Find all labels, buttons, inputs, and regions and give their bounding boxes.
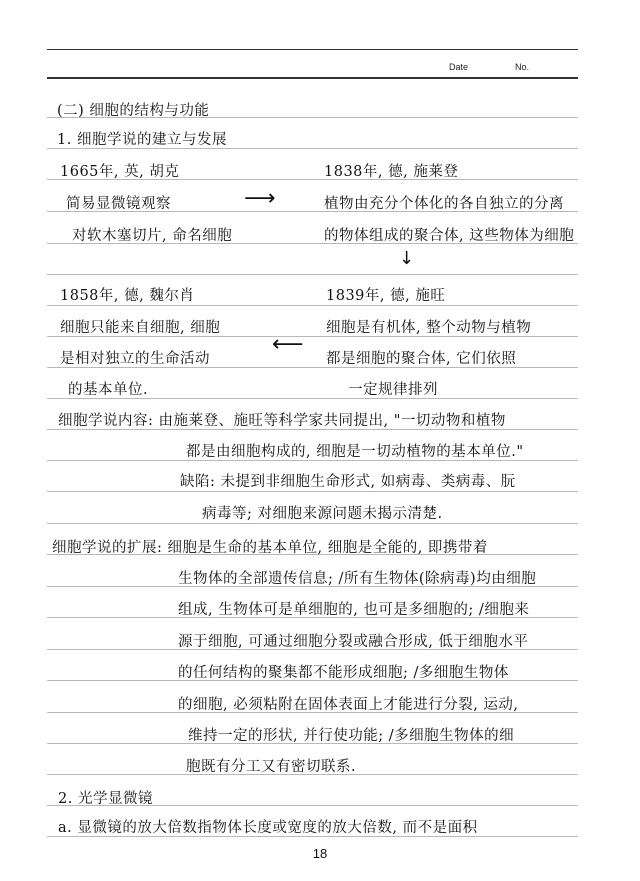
hooke-heading: 1665年, 英, 胡克 <box>60 164 180 180</box>
content-line-1: 细胞学说内容: 由施莱登、施旺等科学家共同提出, "一切动物和植物 <box>58 413 506 429</box>
page-number: 18 <box>312 846 328 861</box>
content-line-4: 病毒等; 对细胞来源问题未揭示清楚. <box>202 506 443 522</box>
left-arrow-icon: ⟵ <box>272 332 304 357</box>
extension-line-5: 的任何结构的聚集都不能形成细胞; /多细胞生物体 <box>178 665 509 681</box>
virchow-line-3: 的基本单位. <box>68 382 149 398</box>
virchow-line-1: 细胞只能来自细胞, 细胞 <box>60 320 221 336</box>
schwann-line-1: 细胞是有机体, 整个动物与植物 <box>326 320 532 336</box>
header-rule-bottom <box>47 77 578 79</box>
ruled-line <box>47 491 578 492</box>
no-label: No. <box>515 62 530 72</box>
right-arrow-icon: ⟶ <box>244 186 276 211</box>
ruled-line <box>47 305 578 306</box>
schwann-line-2: 都是细胞的聚合体, 它们依照 <box>326 351 517 367</box>
ruled-line <box>47 274 578 275</box>
extension-line-1: 细胞学说的扩展: 细胞是生命的基本单位, 细胞是全能的, 即携带着 <box>52 540 488 556</box>
extension-line-4: 源于细胞, 可通过细胞分裂或融合形成, 低于细胞水平 <box>178 634 529 650</box>
extension-line-3: 组成, 生物体可是单细胞的, 也可是多细胞的; /细胞来 <box>178 602 530 618</box>
virchow-heading: 1858年, 德, 魏尔肖 <box>60 288 195 304</box>
schleiden-line-2: 的物体组成的聚合体, 这些物体为细胞 <box>324 228 575 244</box>
date-label: Date <box>449 62 469 72</box>
down-arrow-icon: ↓ <box>399 248 415 269</box>
schleiden-heading: 1838年, 德, 施莱登 <box>324 164 459 180</box>
extension-line-6: 的细胞, 必须粘附在固体表面上才能进行分裂, 运动, <box>178 697 519 713</box>
extension-line-8: 胞既有分工又有密切联系. <box>186 759 357 775</box>
extension-line-7: 维持一定的形状, 并行使功能; /多细胞生物体的细 <box>188 728 515 744</box>
header-rule-top <box>47 49 578 50</box>
extension-line-2: 生物体的全部遗传信息; /所有生物体(除病毒)均由细胞 <box>178 571 537 587</box>
content-line-3: 缺陷: 未提到非细胞生命形式, 如病毒、类病毒、朊 <box>180 474 516 490</box>
content-line-2: 都是由细胞构成的, 细胞是一切动植物的基本单位." <box>186 444 524 460</box>
schleiden-line-1: 植物由充分个体化的各自独立的分离 <box>324 196 564 212</box>
subsection-title-2: 2. 光学显微镜 <box>58 791 153 807</box>
hooke-line-1: 简易显微镜观察 <box>66 196 171 212</box>
ruled-line <box>47 523 578 524</box>
section-title: (二) 细胞的结构与功能 <box>57 103 210 119</box>
schwann-line-3: 一定规律排列 <box>348 382 438 398</box>
item-a-line: a. 显微镜的放大倍数指物体长度或宽度的放大倍数, 而不是面积 <box>58 820 478 836</box>
schwann-heading: 1839年, 德, 施旺 <box>326 288 446 304</box>
virchow-line-2: 是相对独立的生命活动 <box>60 351 210 367</box>
subsection-title-1: 1. 细胞学说的建立与发展 <box>57 132 227 148</box>
hooke-line-2: 对软木塞切片, 命名细胞 <box>72 228 233 244</box>
